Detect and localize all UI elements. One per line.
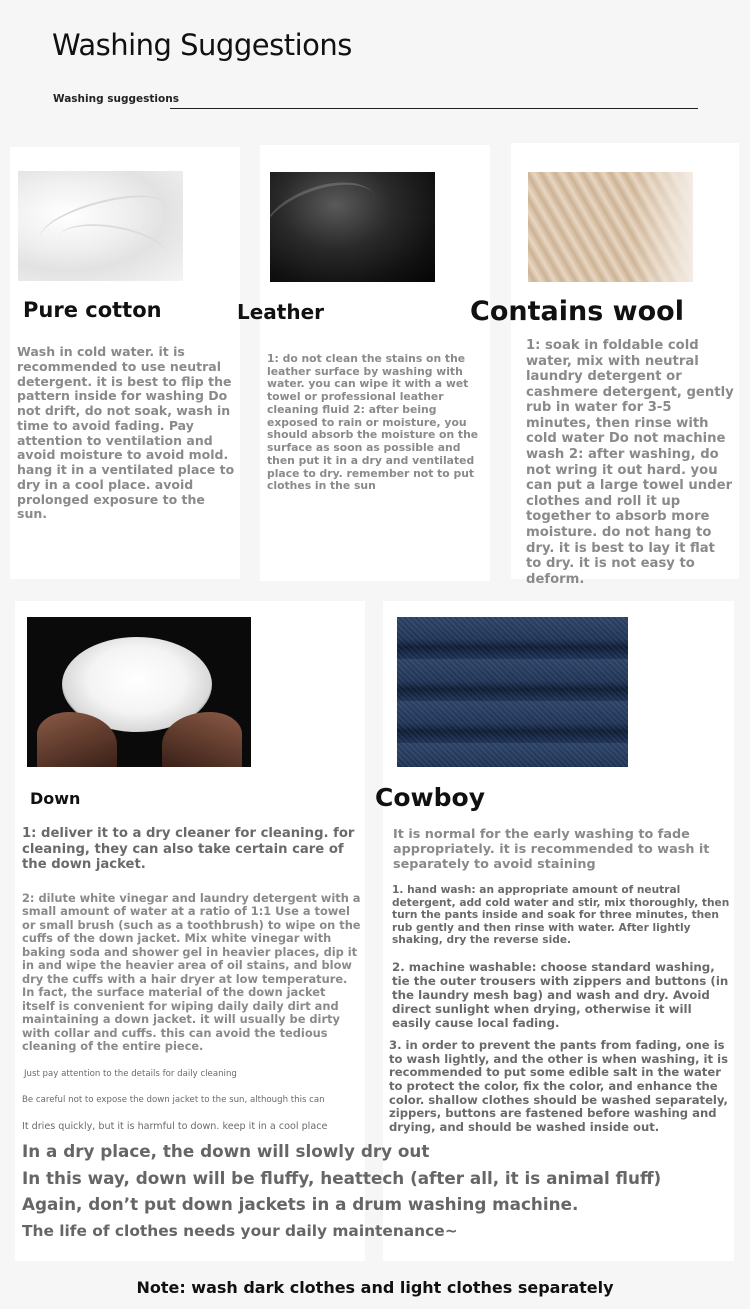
- footer-line-4: The life of clothes needs your daily maintenance~: [22, 1222, 458, 1240]
- footer-line-2: In this way, down will be fluffy, heattech (after all, it is animal fluff): [22, 1168, 662, 1188]
- wool-knit-image: [528, 172, 693, 282]
- footer-line-3: Again, don’t put down jackets in a drum washing machine.: [22, 1194, 579, 1214]
- page-title: Washing Suggestions: [52, 28, 352, 62]
- section-subtitle: Washing suggestions: [53, 93, 179, 105]
- cotton-fabric-image: [18, 171, 183, 281]
- cowboy-para-2: 2. machine washable: choose standard washing, tie the outer trousers with zippers and buttons (in the laundry mesh bag) and wash and dry. Avoid direct sunlight when drying, otherwise it will easily cause local fading.: [392, 960, 729, 1030]
- cowboy-intro: It is normal for the early washing to fade appropriately. it is recommended to wash it separately to avoid staining: [393, 827, 710, 873]
- leather-text: 1: do not clean the stains on the leather surface by washing with water. you can wipe it with a wet towel or professional leather cleaning fluid 2: after being exposed to rain or moisture, you should absorb the moisture on the surface as soon as possible and then put it in a dry and ventilated place to dry. remember not to put clothes in the sun: [267, 352, 479, 493]
- down-label: Down: [30, 789, 81, 808]
- denim-fabric-image: [397, 617, 628, 767]
- down-para-2: 2: dilute white vinegar and laundry detergent with a small amount of water at a ratio of 1:1 Use a towel or small brush (such as a toothbrush) to wipe on the cuffs of the down jacket. Mix white vinegar with baking soda and shower gel in heavier places, dip it in and wipe the heavier area of oil stains, and blow dry the cuffs with a hair dryer at low temperature. In fact, the surface material of the down jacket itself is convenient for wiping daily daily dirt and maintaining a down jacket. it will usually be dirty with collar and cuffs. this can avoid the tedious cleaning of the entire piece.: [22, 891, 361, 1053]
- wool-label: Contains wool: [470, 296, 684, 327]
- down-small-2: Be careful not to expose the down jacket to the sun, although this can: [22, 1095, 325, 1105]
- leather-label: Leather: [237, 300, 325, 324]
- bottom-note: Note: wash dark clothes and light clothes separately: [136, 1278, 614, 1297]
- down-small-1: Just pay attention to the details for daily cleaning: [24, 1069, 237, 1079]
- cowboy-para-3: 3. in order to prevent the pants from fading, one is to wash lightly, and the other is when washing, it is recommended to put some edible salt in the water to protect the color, fix the color, and enhance the color. shallow clothes should be washed separately, zippers, buttons are fastened before washing and drying, and should be washed inside out.: [389, 1038, 728, 1135]
- wool-text: 1: soak in foldable cold water, mix with neutral laundry detergent or cashmere detergent, gently rub in water for 3-5 minutes, then rinse with cold water Do not machine wash 2: after washing, do not wring it out hard. you can put a large towel under clothes and roll it up together to absorb more moisture. do not hang to dry. it is best to lay it flat to dry. it is not easy to deform.: [526, 338, 734, 587]
- cowboy-para-1: 1. hand wash: an appropriate amount of neutral detergent, add cold water and stir, mix thoroughly, then turn the pants inside and soak for three minutes, then rub gently and then rinse with water. After lightly shaking, dry the reverse side.: [392, 884, 730, 946]
- down-feathers-image: [27, 617, 251, 767]
- leather-image: [270, 172, 435, 282]
- cowboy-label: Cowboy: [375, 783, 485, 812]
- footer-line-1: In a dry place, the down will slowly dry out: [22, 1141, 430, 1161]
- cotton-label: Pure cotton: [23, 298, 162, 322]
- down-small-3: It dries quickly, but it is harmful to down. keep it in a cool place: [22, 1121, 328, 1132]
- down-para-1: 1: deliver it to a dry cleaner for cleaning. for cleaning, they can also take certain care of the down jacket.: [22, 826, 355, 873]
- subtitle-underline: [170, 108, 698, 109]
- cotton-text: Wash in cold water. it is recommended to use neutral detergent. it is best to flip the pattern inside for washing Do not drift, do not soak, wash in time to avoid fading. Pay attention to ventilation and avoid moisture to avoid mold. hang it in a ventilated place to dry in a cool place. avoid prolonged exposure to the sun.: [17, 344, 235, 522]
